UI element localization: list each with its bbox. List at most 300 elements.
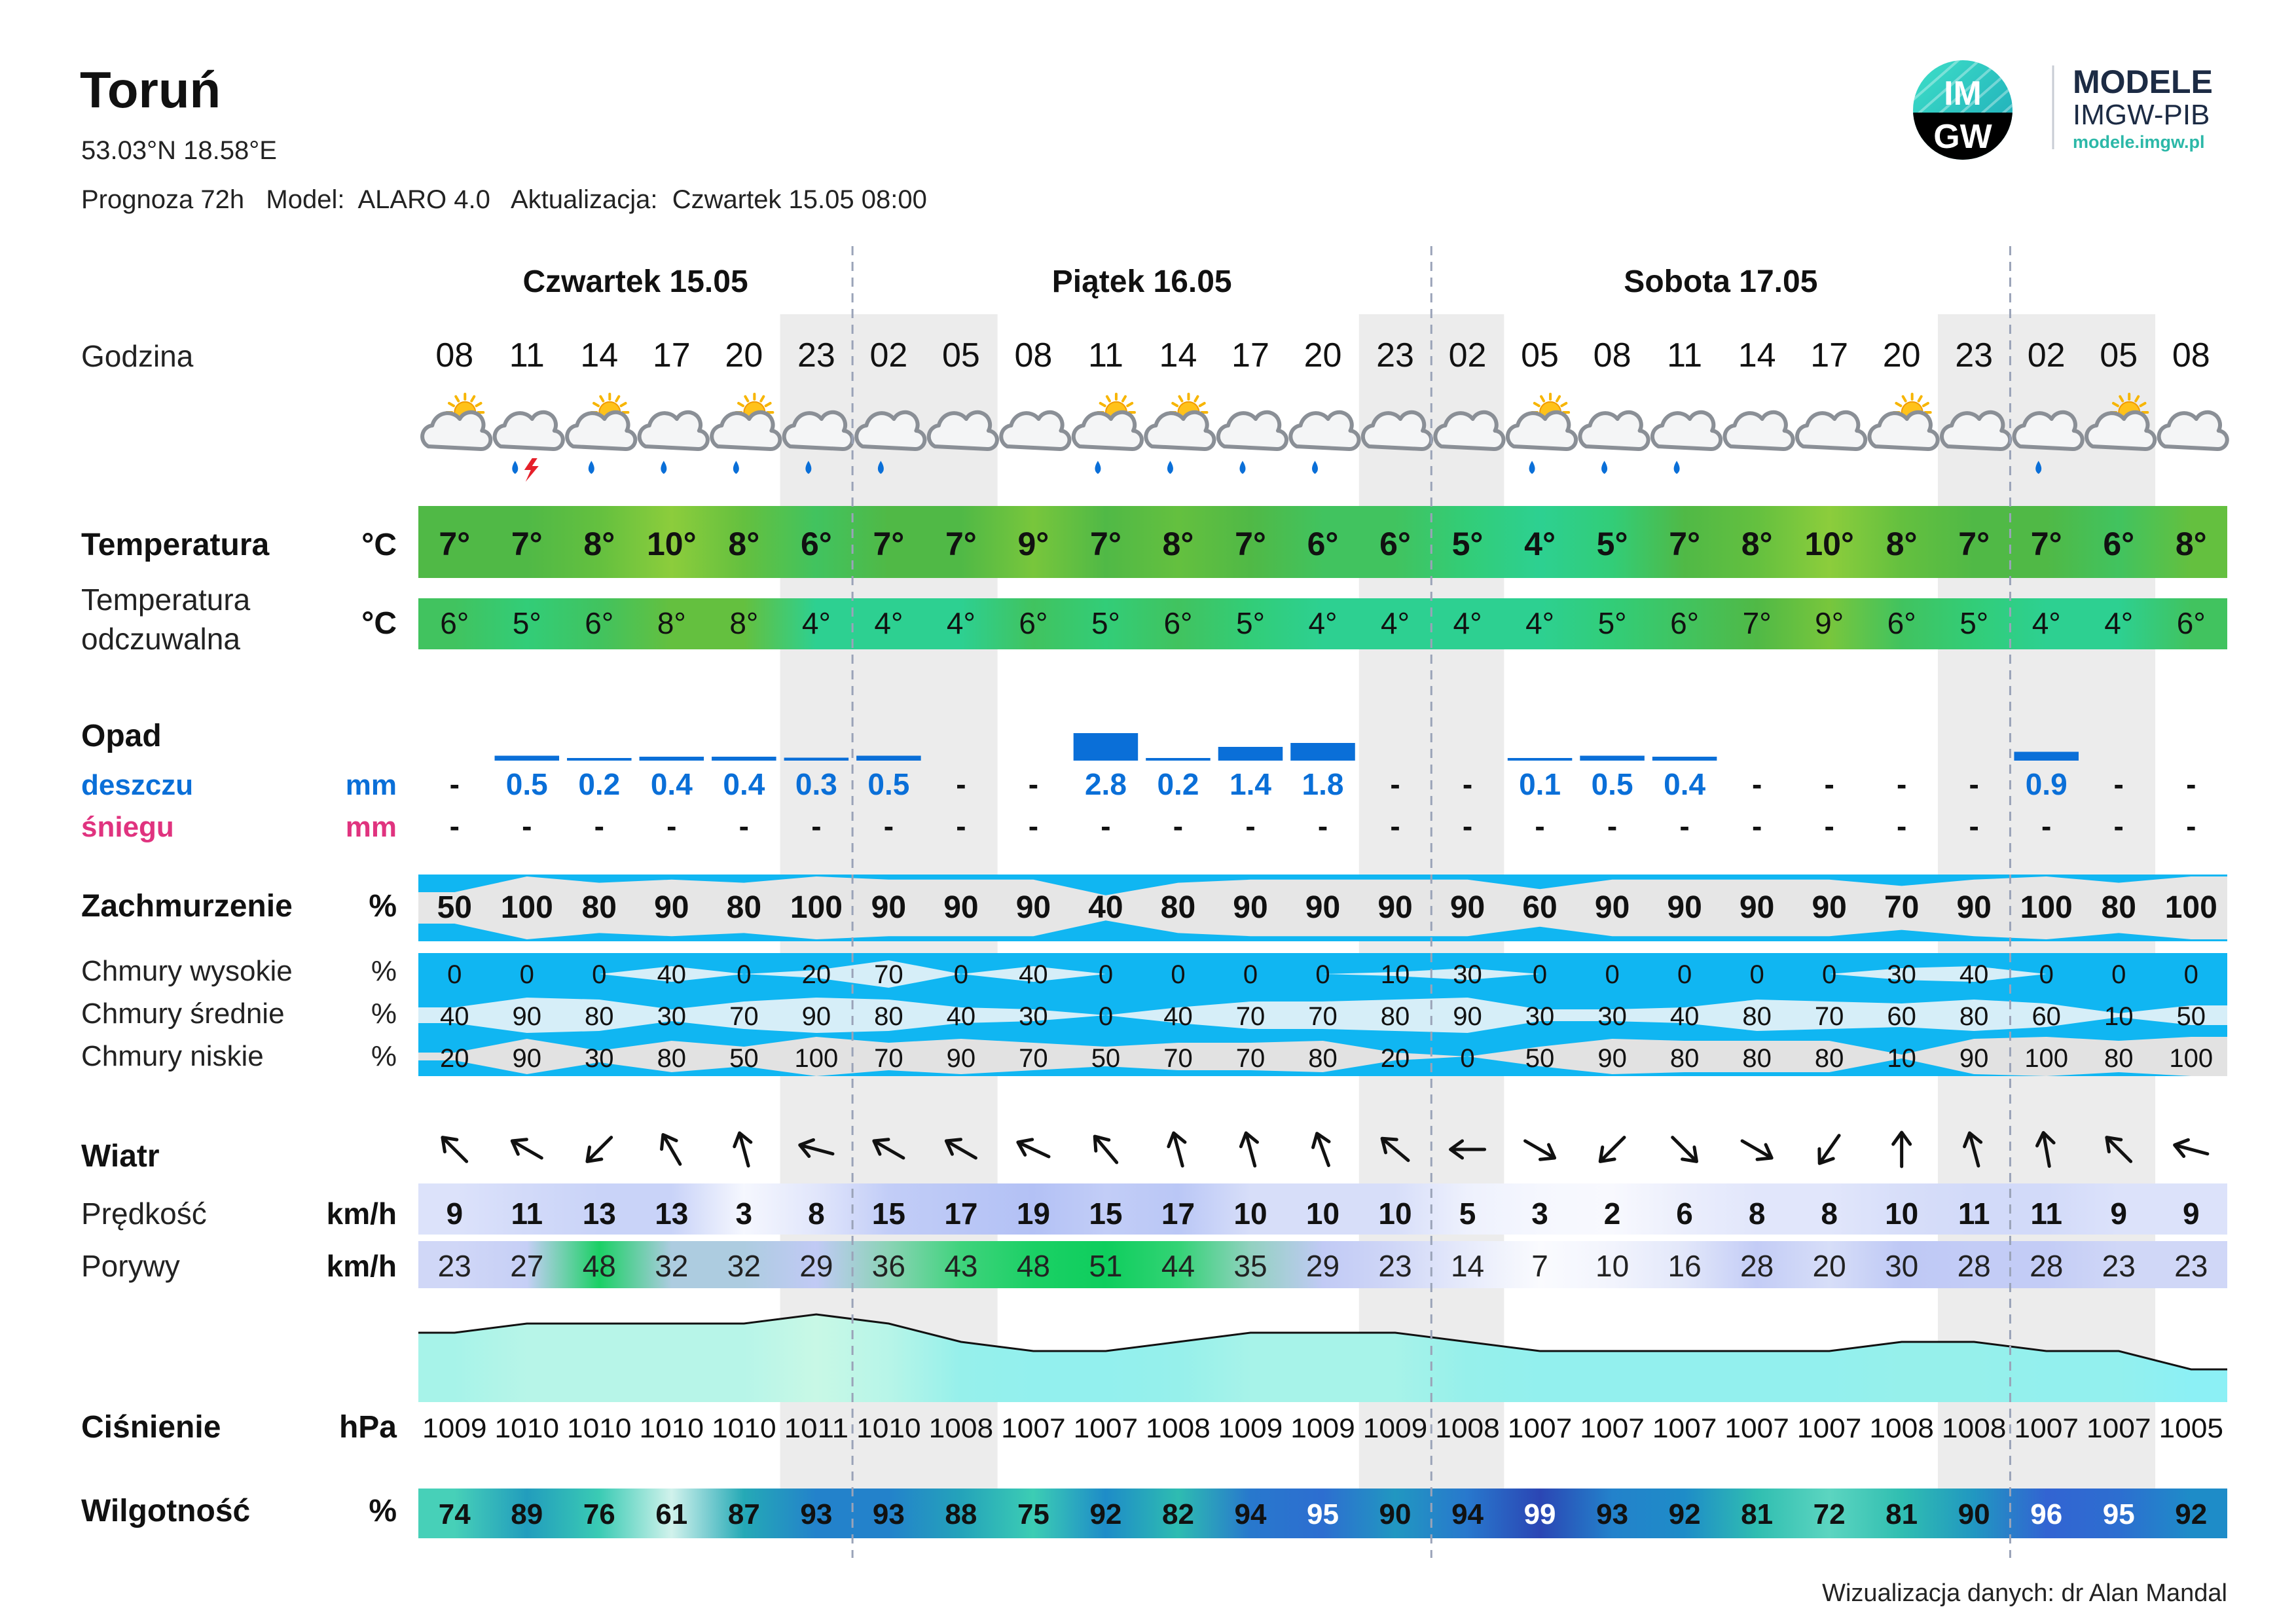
wind-arrow (1309, 1130, 1336, 1168)
rain-value: 0.3 (795, 767, 837, 801)
wind-speed-value: 10 (1885, 1197, 1919, 1231)
day-header: Piątek 16.05 (1051, 264, 1232, 299)
cloud-low-value: 20 (1380, 1044, 1410, 1073)
feels-like-value: 7° (1742, 606, 1772, 640)
cloud-total-value: 90 (1667, 890, 1702, 925)
cloud-mid-value: 80 (1742, 1002, 1772, 1031)
imgw-logo[interactable] (1889, 29, 2213, 171)
label-cloud-low-unit: % (371, 1040, 397, 1072)
snow-value: - (1824, 809, 1834, 843)
humidity-value: 95 (1307, 1498, 1339, 1530)
cloud-low-value: 100 (2169, 1044, 2214, 1073)
cloud-high-value: 40 (657, 960, 687, 989)
label-hour: Godzina (81, 339, 194, 373)
wind-gust-value: 48 (1016, 1249, 1051, 1283)
cloud-mid-value: 70 (1235, 1002, 1266, 1031)
pressure-value: 1010 (712, 1413, 776, 1443)
temperature-value: 8° (1886, 526, 1918, 562)
wind-speed-value: 3 (735, 1197, 753, 1231)
temperature-value: 7° (439, 526, 471, 562)
cloud-low-value: 80 (1669, 1044, 1700, 1073)
cloud-high-value: 40 (1959, 960, 1989, 989)
feels-like-value: 4° (2032, 606, 2061, 640)
pressure-value: 1007 (1580, 1413, 1645, 1443)
temperature-value: 6° (2103, 526, 2135, 562)
sun-cloud-icon (422, 394, 490, 449)
wind-speed-value: 9 (446, 1197, 464, 1231)
snow-value: - (1245, 809, 1256, 843)
rain-value: - (2186, 767, 2196, 801)
cloud-rain-storm-icon (495, 412, 563, 482)
feels-like-value: 4° (1308, 606, 1338, 640)
humidity-value: 92 (1668, 1498, 1701, 1530)
wind-arrow (437, 1131, 473, 1167)
cloud-mid-value: 80 (1380, 1002, 1410, 1031)
rain-bar (712, 757, 776, 761)
humidity-value: 94 (1451, 1498, 1484, 1530)
cloud-low-value: 70 (1163, 1044, 1193, 1073)
cloud-low-value: 20 (440, 1044, 469, 1073)
cloud-low-value: 90 (1959, 1044, 1989, 1073)
temperature-value: 8° (2175, 526, 2207, 562)
cloud-mid-value: 40 (946, 1002, 976, 1031)
pressure-value: 1008 (1869, 1413, 1934, 1443)
cloud-mid-value: 80 (874, 1002, 903, 1031)
feels-like-value: 5° (1235, 606, 1265, 640)
rain-value: 0.5 (867, 767, 910, 801)
cloud-high-value: 20 (801, 960, 831, 989)
label-snow-unit: mm (345, 811, 397, 843)
hour-label: 11 (1667, 336, 1703, 374)
cloud-icon (1724, 412, 1793, 449)
cloud-mid-value: 60 (1887, 1002, 1916, 1031)
sun-cloud-rain-icon (1146, 394, 1214, 474)
snow-value: - (1173, 809, 1184, 843)
rain-value: - (449, 767, 460, 801)
temperature-value: 7° (945, 526, 977, 562)
pressure-value: 1007 (1001, 1413, 1066, 1443)
cloud-rain-icon (1652, 412, 1721, 474)
hour-label: 23 (797, 336, 835, 374)
temperature-value: 7° (1669, 526, 1701, 562)
hour-label: 23 (1376, 336, 1414, 374)
cloud-low-value: 30 (585, 1044, 614, 1073)
wind-speed-value: 11 (2030, 1197, 2063, 1231)
cloud-high-value: 30 (1453, 960, 1482, 989)
wind-arrow (1088, 1131, 1123, 1168)
rain-value: 1.8 (1302, 767, 1344, 801)
temperature-value: 8° (1741, 526, 1773, 562)
temperature-value: 7° (2030, 526, 2062, 562)
wind-speed-value: 17 (944, 1197, 978, 1231)
rain-value: 0.9 (2025, 767, 2068, 801)
pressure-value: 1007 (1507, 1413, 1573, 1443)
snow-value: - (738, 809, 750, 843)
cloud-total-value: 80 (581, 890, 617, 925)
cloud-low-value: 50 (1525, 1044, 1555, 1073)
label-humidity-unit: % (369, 1494, 397, 1528)
label-precip: Opad (81, 719, 162, 753)
humidity-value: 96 (2030, 1498, 2063, 1530)
humidity-value: 89 (511, 1498, 543, 1530)
humidity-value: 82 (1161, 1498, 1194, 1530)
wind-gust-value: 36 (871, 1249, 905, 1283)
pressure-value: 1007 (1724, 1413, 1789, 1443)
label-cloud-low: Chmury niskie (81, 1040, 264, 1072)
cloud-low-value: 50 (729, 1044, 759, 1073)
cloud-high-value: 0 (519, 960, 534, 989)
rain-bar (640, 757, 704, 761)
humidity-value: 93 (800, 1498, 833, 1530)
wind-speed-value: 9 (2110, 1197, 2128, 1231)
wind-speed-value: 9 (2182, 1197, 2200, 1231)
label-speed-unit: km/h (326, 1197, 397, 1231)
cloud-total-value: 100 (790, 890, 843, 925)
snow-value: - (666, 809, 677, 843)
cloud-mid-value: 10 (2104, 1002, 2134, 1031)
rain-value: 0.2 (1157, 767, 1199, 801)
wind-gust-value: 28 (1957, 1249, 1991, 1283)
cloud-high-value: 30 (1887, 960, 1916, 989)
rain-bar (2014, 752, 2079, 761)
pressure-value: 1009 (422, 1413, 487, 1443)
hour-label: 02 (1448, 336, 1487, 374)
hour-label: 08 (1593, 336, 1631, 374)
wind-speed-value: 10 (1233, 1197, 1267, 1231)
feels-like-value: 6° (1163, 606, 1193, 640)
humidity-value: 81 (1886, 1498, 1918, 1530)
humidity-value: 61 (655, 1498, 688, 1530)
cloud-low-value: 90 (946, 1044, 976, 1073)
wind-speed-value: 5 (1459, 1197, 1476, 1231)
cloud-total-value: 90 (1956, 890, 1992, 925)
wind-gust-value: 32 (727, 1249, 761, 1283)
snow-value: - (2041, 809, 2052, 843)
cloud-total-value: 100 (500, 890, 553, 925)
humidity-value: 93 (1596, 1498, 1629, 1530)
hour-label: 20 (725, 336, 763, 374)
logo-badge-top-text: IM (1944, 75, 1982, 113)
cloud-total-value: 50 (437, 890, 472, 925)
wind-gust-value: 51 (1089, 1249, 1123, 1283)
cloud-low-value: 0 (1460, 1044, 1475, 1073)
wind-arrow (1594, 1131, 1630, 1167)
cloud-total-value: 80 (1160, 890, 1196, 925)
rain-bar (1580, 756, 1645, 761)
wind-gust-value: 10 (1595, 1249, 1630, 1283)
wind-speed-value: 13 (655, 1197, 689, 1231)
cloud-mid-value: 80 (1959, 1002, 1989, 1031)
wind-speed-value: 8 (1821, 1197, 1838, 1231)
label-gust-unit: km/h (326, 1249, 397, 1283)
hour-label: 11 (509, 336, 545, 374)
day-header: Sobota 17.05 (1624, 264, 1818, 299)
hour-label: 08 (1014, 336, 1053, 374)
snow-value: - (1317, 809, 1328, 843)
cloud-mid-value: 40 (1163, 1002, 1193, 1031)
label-temperature: Temperatura (81, 528, 270, 562)
hour-label: 14 (1738, 336, 1776, 374)
cloud-low-value: 50 (1091, 1044, 1121, 1073)
rain-bar (1652, 757, 1717, 761)
feels-like-value: 6° (440, 606, 469, 640)
rain-value: - (1462, 767, 1473, 801)
cloud-total-value: 90 (1739, 890, 1775, 925)
label-gust: Porywy (81, 1249, 180, 1283)
cloud-low-value: 100 (794, 1044, 839, 1073)
temperature-value: 7° (1090, 526, 1121, 562)
cloud-low-value: 80 (1742, 1044, 1772, 1073)
label-rain-unit: mm (345, 769, 397, 801)
rain-value: - (1824, 767, 1834, 801)
snow-value: - (449, 809, 460, 843)
humidity-value: 81 (1741, 1498, 1774, 1530)
cloud-mid-value: 90 (1453, 1002, 1482, 1031)
wind-gust-value: 27 (510, 1249, 544, 1283)
wind-gust-value: 7 (1531, 1249, 1548, 1283)
snow-value: - (883, 809, 894, 843)
pressure-value: 1005 (2159, 1413, 2223, 1443)
label-cloud-unit: % (369, 889, 397, 924)
wind-arrow (2172, 1137, 2210, 1163)
label-cloud-high-unit: % (371, 955, 397, 987)
cloud-total-value: 60 (1522, 890, 1558, 925)
wind-arrow (1014, 1134, 1052, 1164)
temperature-value: 5° (1451, 526, 1484, 562)
cloud-high-value: 0 (953, 960, 969, 989)
label-speed: Prędkość (81, 1197, 207, 1231)
cloud-total-value: 90 (1449, 890, 1485, 925)
pressure-value: 1008 (1435, 1413, 1500, 1443)
cloud-high-value: 0 (1605, 960, 1620, 989)
feels-like-value: 5° (512, 606, 541, 640)
cloud-mid-value: 0 (1098, 1002, 1114, 1031)
feels-like-value: 8° (657, 606, 686, 640)
cloud-high-value: 0 (447, 960, 462, 989)
rain-value: 1.4 (1230, 767, 1271, 801)
feels-like-value: 8° (729, 606, 759, 640)
wind-speed-value: 10 (1305, 1197, 1340, 1231)
feels-like-value: 6° (1887, 606, 1916, 640)
hour-label: 02 (2027, 336, 2066, 374)
wind-gust-value: 30 (1885, 1249, 1919, 1283)
footer-credit: Wizualizacja danych: dr Alan Mandal (1822, 1579, 2227, 1607)
rain-bar (567, 758, 632, 761)
logo-url[interactable]: modele.imgw.pl (2073, 132, 2205, 152)
cloud-rain-icon (640, 412, 708, 474)
snow-value: - (1535, 809, 1545, 843)
hour-label: 17 (1810, 336, 1849, 374)
wind-gust-value: 23 (1378, 1249, 1412, 1283)
rain-bar (1146, 758, 1211, 761)
wind-speed-value: 19 (1016, 1197, 1051, 1231)
pressure-value: 1007 (1652, 1413, 1717, 1443)
cloud-total-value: 80 (2101, 890, 2136, 925)
hour-label: 08 (2172, 336, 2210, 374)
hour-label: 20 (1882, 336, 1921, 374)
temperature-value: 6° (800, 526, 832, 562)
wind-gust-value: 16 (1667, 1249, 1702, 1283)
sun-cloud-rain-icon (712, 394, 780, 474)
rain-bar (1218, 747, 1283, 761)
cloud-mid-value: 30 (1019, 1002, 1048, 1031)
rain-value: - (1751, 767, 1762, 801)
cloud-high-value: 40 (1019, 960, 1048, 989)
cloud-high-value: 0 (592, 960, 607, 989)
humidity-value: 94 (1234, 1498, 1267, 1530)
cloud-low-value: 80 (1814, 1044, 1844, 1073)
humidity-value: 88 (945, 1498, 977, 1530)
wind-speed-value: 2 (1603, 1197, 1621, 1231)
wind-speed-value: 6 (1676, 1197, 1693, 1231)
cloud-rain-icon (1218, 412, 1286, 474)
cloud-mid-value: 50 (2176, 1002, 2206, 1031)
feels-like-value: 6° (1019, 606, 1048, 640)
temperature-value: 10° (1804, 526, 1854, 562)
feels-like-value: 4° (2104, 606, 2134, 640)
wind-arrow (731, 1131, 757, 1168)
cloud-mid-value: 90 (801, 1002, 831, 1031)
rain-bar (495, 756, 560, 761)
logo-title: MODELE (2073, 63, 2213, 100)
cloud-mid-value: 80 (585, 1002, 614, 1031)
snow-value: - (1969, 809, 1979, 843)
cloud-mid-value: 30 (657, 1002, 687, 1031)
wind-speed-value: 11 (511, 1197, 543, 1231)
pressure-value: 1008 (1941, 1413, 2007, 1443)
feels-like-value: 5° (1959, 606, 1989, 640)
pressure-value: 1009 (1218, 1413, 1283, 1443)
temperature-value: 4° (1524, 526, 1556, 562)
cloud-icon (1797, 412, 1865, 449)
pressure-value: 1009 (1290, 1413, 1355, 1443)
cloud-total-value: 90 (654, 890, 689, 925)
rain-bar (1508, 758, 1573, 761)
cloud-rain-icon (1580, 412, 1648, 474)
label-cloud-mid-unit: % (371, 998, 397, 1030)
cloud-low-value: 80 (1308, 1044, 1338, 1073)
wind-speed-value: 15 (1089, 1197, 1123, 1231)
feels-like-value: 9° (1815, 606, 1844, 640)
pressure-value: 1010 (494, 1413, 560, 1443)
humidity-value: 90 (1958, 1498, 1990, 1530)
temperature-value: 6° (1307, 526, 1339, 562)
rain-bar (1074, 733, 1139, 761)
label-pressure-unit: hPa (338, 1410, 397, 1445)
logo-subtitle: IMGW-PIB (2073, 99, 2210, 131)
cloud-total-value: 40 (1088, 890, 1123, 925)
snow-value: - (1462, 809, 1473, 843)
rain-bar (784, 758, 849, 761)
wind-gust-value: 23 (437, 1249, 471, 1283)
feels-like-value: 4° (874, 606, 903, 640)
cloud-total-value: 100 (2020, 890, 2073, 925)
snow-value: - (811, 809, 822, 843)
wind-gust-value: 29 (799, 1249, 833, 1283)
rain-value: - (1028, 767, 1039, 801)
pressure-value: 1010 (567, 1413, 632, 1443)
snow-value: - (956, 809, 966, 843)
label-feels-1: Temperatura (81, 583, 251, 617)
label-feels-2: odczuwalna (81, 622, 240, 656)
hour-label: 20 (1303, 336, 1342, 374)
sun-cloud-icon (1869, 394, 1937, 449)
wind-speed-value: 10 (1378, 1197, 1412, 1231)
wind-speed-value: 3 (1531, 1197, 1548, 1231)
wind-arrow (1738, 1134, 1776, 1166)
cloud-high-value: 0 (1532, 960, 1548, 989)
snow-value: - (2186, 809, 2196, 843)
wind-speed-value: 17 (1161, 1197, 1195, 1231)
wind-gust-value: 44 (1161, 1249, 1195, 1283)
wind-arrow (581, 1131, 617, 1167)
snow-value: - (1896, 809, 1907, 843)
hour-label: 17 (1231, 336, 1269, 374)
cloud-high-value: 0 (1098, 960, 1114, 989)
hour-label: 17 (652, 336, 691, 374)
feels-like-value: 4° (946, 606, 975, 640)
rain-value: - (2113, 767, 2124, 801)
temperature-value: 7° (1235, 526, 1266, 562)
humidity-value: 90 (1379, 1498, 1412, 1530)
temperature-value: 7° (873, 526, 905, 562)
humidity-value: 92 (2175, 1498, 2208, 1530)
wind-arrow (656, 1130, 688, 1168)
rain-value: 0.5 (1591, 767, 1633, 801)
pressure-value: 1008 (1146, 1413, 1211, 1443)
row-labels (81, 339, 397, 1528)
label-wind: Wiatr (81, 1139, 160, 1174)
humidity-value: 72 (1813, 1498, 1846, 1530)
cloud-total-value: 80 (726, 890, 762, 925)
cloud-high-value: 0 (2111, 960, 2126, 989)
rain-value: 0.1 (1519, 767, 1561, 801)
cloud-total-value: 90 (943, 890, 979, 925)
cloud-total-value: 70 (1884, 890, 1920, 925)
temperature-value: 8° (1162, 526, 1194, 562)
cloud-mid-value: 30 (1525, 1002, 1555, 1031)
wind-gust-value: 29 (1305, 1249, 1340, 1283)
cloud-high-value: 0 (2183, 960, 2198, 989)
wind-gust-value: 23 (2102, 1249, 2136, 1283)
hour-label: 05 (1521, 336, 1559, 374)
hour-label: 14 (580, 336, 619, 374)
temperature-value: 10° (647, 526, 697, 562)
wind-gust-value: 35 (1233, 1249, 1267, 1283)
cloud-low-value: 90 (512, 1044, 542, 1073)
wind-gust-value: 28 (2030, 1249, 2064, 1283)
wind-speed-value: 15 (871, 1197, 905, 1231)
cloud-low-value: 10 (1887, 1044, 1916, 1073)
cloud-total-value: 90 (1594, 890, 1630, 925)
pressure-value: 1010 (856, 1413, 921, 1443)
cloud-mid-value: 40 (440, 1002, 469, 1031)
label-rain: deszczu (81, 769, 194, 801)
rain-value: 0.5 (505, 767, 548, 801)
hour-label: 05 (941, 336, 980, 374)
humidity-value: 92 (1089, 1498, 1122, 1530)
rain-bar (1290, 743, 1355, 761)
cloud-mid-value: 70 (729, 1002, 759, 1031)
rain-value: - (1969, 767, 1979, 801)
wind-gust-value: 28 (1740, 1249, 1774, 1283)
humidity-value: 93 (872, 1498, 905, 1530)
feels-like-value: 4° (1453, 606, 1482, 640)
humidity-value: 99 (1523, 1498, 1556, 1530)
humidity-value: 74 (438, 1498, 471, 1530)
cloud-mid-value: 30 (1597, 1002, 1627, 1031)
cloud-icon (2159, 412, 2227, 449)
